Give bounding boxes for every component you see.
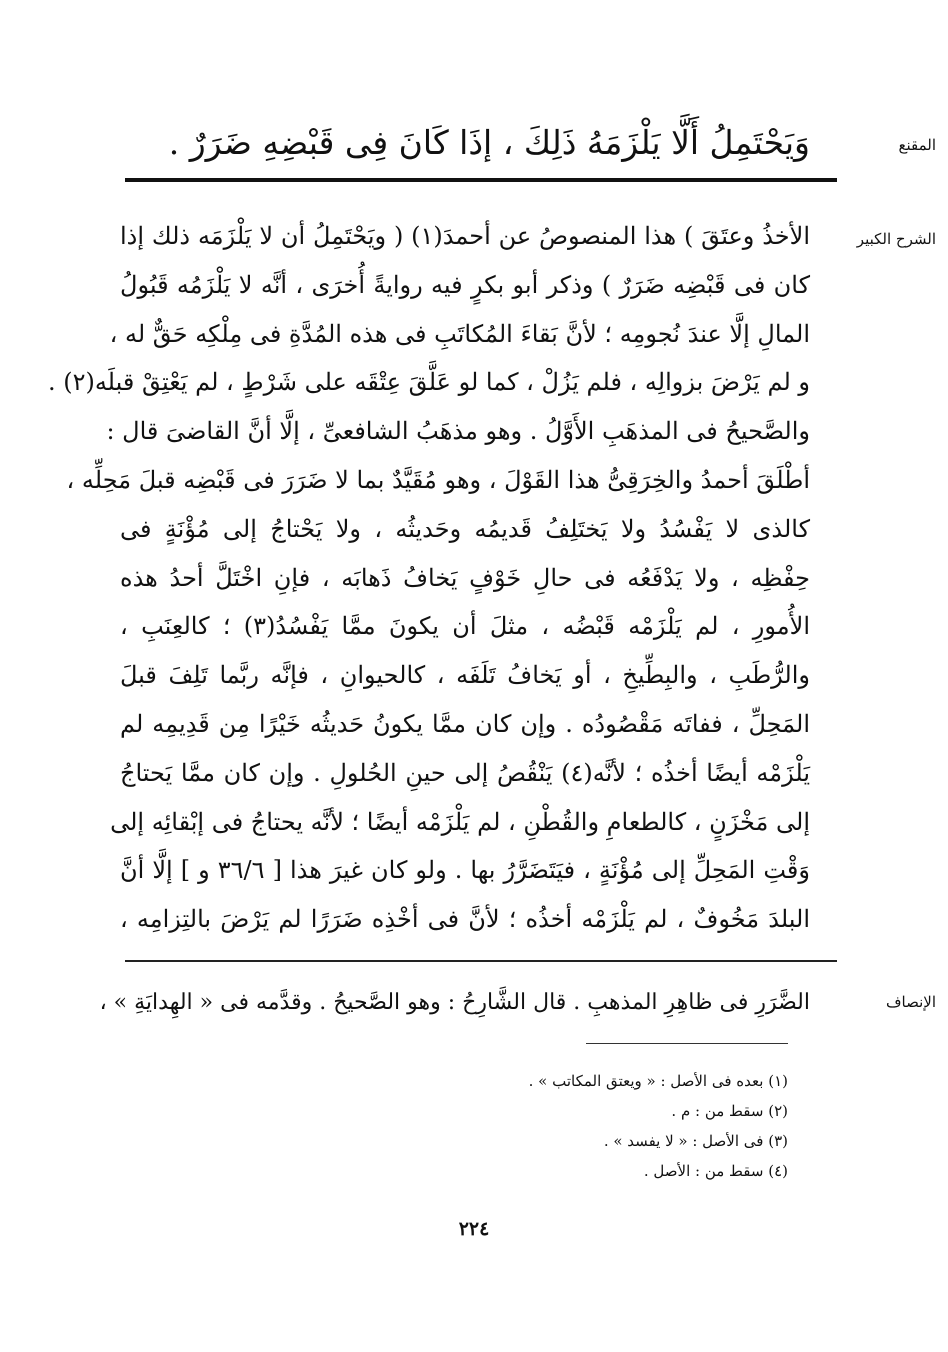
page-number: ٢٢٤	[458, 1218, 490, 1240]
sharh-line: البلدَ مَخُوفٌ ، لم يَلْزَمْه أخذُه ؛ لأنَّ فى أخْذِه ضَرَرًا لم يَرْضَ بالتِزامِه ،	[120, 905, 810, 934]
muqni-label: المقنع	[898, 136, 936, 154]
muqni-text: وَيَحْتَمِلُ أَلَّا يَلْزَمَهُ ذَلِكَ ، إذَا كَانَ فِى قَبْضِهِ ضَرَرٌ .	[168, 123, 810, 162]
section-divider-thin	[125, 960, 837, 962]
sharh-line: والصَّحيحُ فى المذهَبِ الأَوَّلُ . وهو مذهَبُ الشافعىِّ ، إلَّا أنَّ القاضىَ قال :	[106, 417, 810, 446]
sharh-line: إلى مَخْزَنٍ ، كالطعامِ والقُطْنِ ، لم يَلْزَمْه أيضًا ؛ لأنَّه يحتاجُ فى إبْقائِه إلى	[110, 807, 810, 836]
footnote-divider	[586, 1043, 788, 1044]
sharh-line: كالذى لا يَفْسُدُ ولا يَختَلِفُ قَديمُه وحَديثُه ، ولا يَحْتاجُ إلى مُؤْنَةٍ فى	[120, 514, 810, 543]
sharh-line: المالِ إلَّا عندَ نُجومِه ؛ لأنَّ بَقاءَ المُكاتَبِ فى هذه المُدَّةِ فى مِلْكِه حَقٌّ له ،	[109, 319, 810, 348]
insaf-text: الضَّرَرِ فى ظاهِرِ المذهبِ . قال الشَّارِحُ : وهو الصَّحيحُ . وقدَّمه فى « الهِدايَةِ » ،	[99, 990, 810, 1015]
footnotes	[288, 1066, 788, 1186]
sharh-line: والرُّطَبِ ، والبِطِّيخِ ، أو يَخافُ تَلَفَه ، كالحيوانِ ، فإنَّه ربَّما تَلِفَ قبلَ	[120, 661, 810, 690]
insaf-label: الإنصاف	[885, 993, 936, 1011]
footnote: (٤) سقط من : الأصل .	[643, 1162, 788, 1180]
sharh-line: كان فى قَبْضِه ضَرَرٌ ) وذكر أبو بكرٍ فيه روايةً أُخرَى ، أنَّه لا يَلْزَمُه قَبُولُ	[120, 270, 810, 299]
section-divider-thick	[125, 178, 837, 182]
sharh-line: أطْلَقَ أحمدُ والخِرَقِىُّ هذا القَوْلَ ، وهو مُقَيَّدٌ بما لا ضَرَرَ فى قَبْضِه قبلَ مَحِلِّه ،	[66, 465, 810, 494]
sharh-line: حِفْظِه ، ولا يَدْفَعُه فى حالِ خَوْفٍ يَخافُ ذَهابَه ، فإنِ اخْتَلَّ أحدُ هذه	[120, 563, 810, 592]
footnote: (٣) فى الأصل : « لا يفسد » .	[603, 1132, 788, 1150]
sharh-line: المَحِلِّ ، ففاتَه مَقْصُودُه . وإن كان ممَّا يكونُ حَديثُه خَيْرًا مِن قَدِيمِه لم	[120, 709, 811, 738]
sharh-line: الأخذُ وعتَقَ ) هذا المنصوصُ عن أحمدَ(١) ( ويَحْتَمِلُ أن لا يَلْزَمَه ذلك إذا	[120, 222, 810, 250]
footnote: (٢) سقط من : م .	[671, 1102, 788, 1120]
sharh-label: الشرح الكبير	[856, 230, 936, 248]
sharh-body	[47, 212, 811, 944]
sharh-line: وَقْتِ المَحِلِّ إلى مُؤْنَةٍ ، فيَتَضَرَّرُ بها . ولو كان غيرَ هذا [ ٣٦/٦ و ] إلَّا أنَّ	[120, 856, 810, 885]
sharh-line: الأُمورِ ، لم يَلْزَمْه قَبْضُه ، مثلَ أن يكونَ ممَّا يَفْسُدُ(٣) ؛ كالعِنَبِ ،	[120, 612, 811, 641]
sharh-line: يَلْزَمْه أيضًا أخذُه ؛ لأنَّه(٤) يَنْقُصُ إلى حينِ الحُلولِ . وإن كان ممَّا يَحتاجُ	[120, 758, 810, 787]
sharh-line: و لم يَرْضَ بزوالِه ، فلم يَزُلْ ، كما لو عَلَّقَ عِتْقَه على شَرْطٍ ، لم يَعْتِقْ قبلَه(٢) .	[47, 368, 810, 397]
footnote: (١) بعده فى الأصل : « ويعتق المكاتب » .	[528, 1072, 788, 1090]
